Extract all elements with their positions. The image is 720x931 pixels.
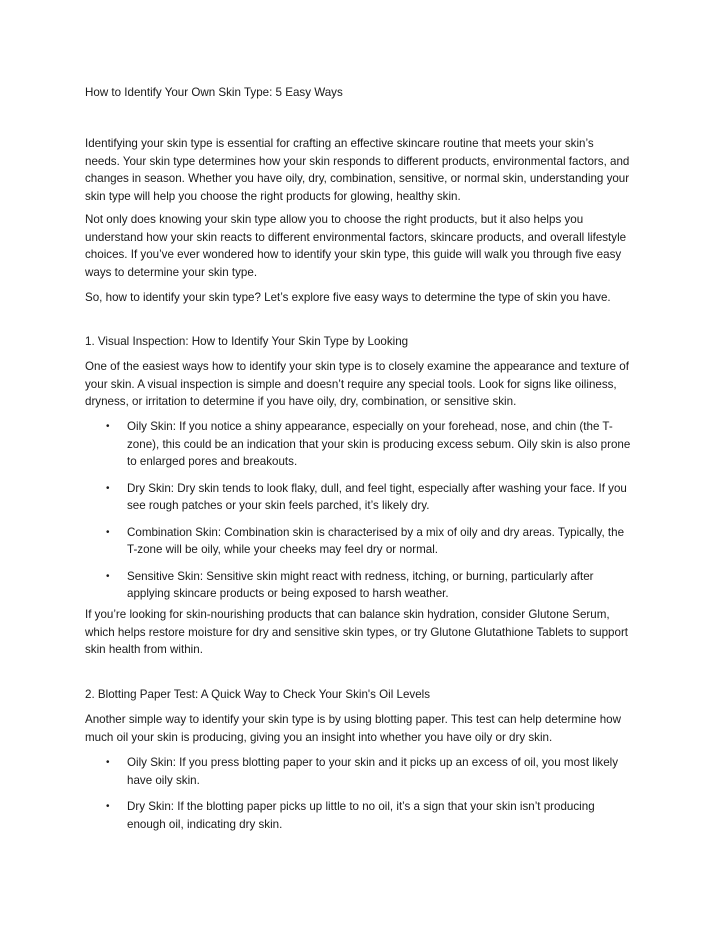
bullet-icon: • [106, 757, 110, 768]
bullet-icon: • [106, 482, 110, 494]
section-1-bullet-list [85, 418, 631, 603]
section-2-paragraph: Another simple way to identify your skin type is by using blotting paper. This test can help determine how much oil your skin is producing, giving you an insight into whether you have oily or dry skin. [85, 713, 621, 744]
bullet-icon: • [106, 801, 110, 812]
section-2-bullet-list [85, 754, 631, 833]
bullet-icon: • [106, 526, 110, 538]
list-item-text: Sensitive Skin: Sensitive skin might react with redness, itching, or burning, particularly after applying skincare products or being exposed to harsh weather. [127, 569, 594, 600]
list-item [85, 524, 631, 559]
list-item [85, 568, 631, 603]
list-item-text: Dry Skin: Dry skin tends to look flaky, dull, and feel tight, especially after washing your face. If you see rough patches or your skin feels parched, it’s likely dry. [127, 481, 627, 512]
list-item-text: Combination Skin: Combination skin is characterised by a mix of oily and dry areas. Typically, the T-zone will be oily, while your cheeks may feel dry or normal. [127, 525, 625, 556]
list-item [85, 798, 631, 833]
bullet-icon: • [106, 421, 110, 432]
list-item-text: Oily Skin: If you press blotting paper to your skin and it picks up an excess of oil, you most likely have oily skin. [127, 756, 619, 787]
intro-paragraph-1: Identifying your skin type is essential for crafting an effective skincare routine that meets your skin’s needs. Your skin type determines how your skin responds to different products, environmental factors, and changes in season. Whether you have oily, dry, combination, sensitive, or normal skin, understanding your skin type will help you choose the right products for glowing, healthy skin. [85, 137, 630, 203]
section-1-heading: 1. Visual Inspection: How to Identify Your Skin Type by Looking [85, 335, 409, 348]
list-item [85, 418, 631, 471]
list-item [85, 480, 631, 515]
list-item-text: Dry Skin: If the blotting paper picks up little to no oil, it’s a sign that your skin isn’t producing enough oil, indicating dry skin. [127, 800, 595, 831]
intro-paragraph-2: Not only does knowing your skin type allow you to choose the right products, but it also helps you understand how your skin reacts to different environmental factors, skincare products, and overall lifestyle choices. If you’ve ever wondered how to identify your skin type, this guide will walk you through five easy ways to determine your skin type. [85, 213, 627, 279]
bullet-icon: • [106, 570, 110, 582]
page-title: How to Identify Your Own Skin Type: 5 Easy Ways [85, 86, 343, 99]
list-item [85, 754, 631, 789]
intro-paragraph-3: So, how to identify your skin type? Let’s explore five easy ways to determine the type of skin you have. [85, 291, 611, 304]
section-1-paragraph: One of the easiest ways how to identify your skin type is to closely examine the appearance and texture of your skin. A visual inspection is simple and doesn’t require any special tools. Look for signs like oiliness, dryness, or irritation to determine if you have oily, dry, combination, or sensitive skin. [85, 360, 629, 408]
list-item-text: Oily Skin: If you notice a shiny appearance, especially on your forehead, nose, and chin (the T-zone), this could be an indication that your skin is producing excess sebum. Oily skin is also prone to enlarged pores and breakouts. [127, 420, 631, 468]
section-2-heading: 2. Blotting Paper Test: A Quick Way to Check Your Skin's Oil Levels [85, 688, 431, 701]
section-1-closing-paragraph: If you’re looking for skin-nourishing products that can balance skin hydration, consider Glutone Serum, which helps restore moisture for dry and sensitive skin types, or try Glutone Glutathione Tablets to support skin health from within. [85, 608, 629, 656]
